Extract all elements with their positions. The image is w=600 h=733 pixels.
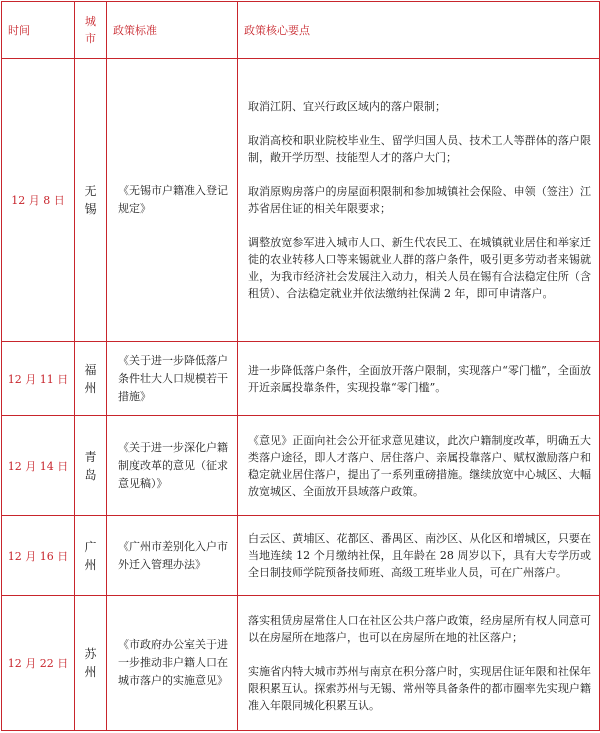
row-key-points bbox=[238, 596, 600, 731]
header-city-char: 市 bbox=[85, 32, 96, 45]
key-point-paragraph: 实施省内特大城市苏州与南京在积分落户时，实现居住证年限和社保年限积累互认。探索苏州与无锡、常州等具备条件的都市圈率先实现户籍准入年限同城化积累互认。 bbox=[248, 665, 591, 712]
row-policy-standard: 《广州市差别化入户市外迁入管理办法》 bbox=[107, 516, 238, 596]
row-key-points bbox=[238, 59, 600, 342]
row-city bbox=[75, 596, 107, 731]
table-header-row bbox=[2, 2, 600, 59]
row-date: 12 月 22 日 bbox=[2, 596, 75, 731]
header-key-points: 政策核心要点 bbox=[238, 2, 600, 59]
row-city-char: 锡 bbox=[84, 202, 97, 216]
table-row bbox=[2, 342, 600, 416]
header-standard: 政策标准 bbox=[107, 2, 238, 59]
row-date: 12 月 11 日 bbox=[2, 342, 75, 416]
key-point-paragraph: 取消原购房落户的房屋面积限制和参加城镇社会保险、申领（签注）江苏省居住证的相关年限要求； bbox=[248, 185, 591, 215]
row-city bbox=[75, 416, 107, 516]
header-city-char: 城 bbox=[85, 15, 96, 28]
key-point-paragraph: 取消江阴、宜兴行政区域内的落户限制； bbox=[248, 100, 446, 113]
row-policy-standard: 《关于进一步深化户籍制度改革的意见（征求意见稿）》 bbox=[107, 416, 238, 516]
row-city bbox=[75, 342, 107, 416]
row-city-char: 福 bbox=[84, 362, 97, 377]
row-policy-standard: 《无锡市户籍准入登记规定》 bbox=[107, 59, 238, 342]
header-time: 时间 bbox=[2, 2, 75, 59]
key-point-paragraph: 白云区、黄埔区、花都区、番禺区、南沙区、从化区和增城区，只要在当地连续 12 个月缴纳社保，且年龄在 28 周岁以下，具有大专学历或全日制技师学院预备技师班、高级工班毕业人员，可在广州落户。 bbox=[248, 532, 591, 579]
row-policy-standard: 《关于进一步降低落户条件壮大人口规模若干措施》 bbox=[107, 342, 238, 416]
row-city bbox=[75, 516, 107, 596]
table-row bbox=[2, 596, 600, 731]
table-row bbox=[2, 416, 600, 516]
key-point-paragraph: 调整放宽参军进入城市人口、新生代农民工、在城镇就业居住和举家迁徙的农业转移人口等来锡就业人群的落户条件，吸引更多劳动者来锡就业，为我市经济社会发展注入动力，相关人员在锡有合法稳定住所（含租赁）、合法稳定就业并依法缴纳社保满 2 年，即可申请落户。 bbox=[248, 236, 591, 300]
row-city-char: 州 bbox=[84, 557, 97, 572]
table-row bbox=[2, 516, 600, 596]
row-city-char: 苏 bbox=[84, 647, 97, 661]
row-key-points bbox=[238, 516, 600, 596]
row-policy-standard: 《市政府办公室关于进一步推动非户籍人口在城市落户的实施意见》 bbox=[107, 596, 238, 731]
header-city bbox=[75, 2, 107, 59]
row-city bbox=[75, 59, 107, 342]
key-point-paragraph: 落实租赁房屋常住人口在社区公共户落户政策，经房屋所有权人同意可以在房屋所在地落户，也可以在房屋所在地的社区落户； bbox=[248, 614, 591, 644]
row-date: 12 月 16 日 bbox=[2, 516, 75, 596]
row-city-char: 无 bbox=[84, 184, 97, 198]
row-key-points bbox=[238, 416, 600, 516]
row-date: 12 月 14 日 bbox=[2, 416, 75, 516]
table-row bbox=[2, 59, 600, 342]
row-key-points bbox=[238, 342, 600, 416]
key-point-paragraph: 进一步降低落户条件，全面放开落户限制，实现落户“零门槛”，全面放开近亲属投靠条件，实现投靠“零门槛”。 bbox=[248, 363, 591, 394]
row-city-char: 青 bbox=[84, 449, 97, 464]
row-city-char: 州 bbox=[84, 665, 97, 679]
row-city-char: 广 bbox=[84, 539, 97, 554]
policy-table bbox=[1, 1, 600, 731]
row-date: 12 月 8 日 bbox=[2, 59, 75, 342]
row-city-char: 岛 bbox=[84, 467, 97, 482]
key-point-paragraph: 《意见》正面向社会公开征求意见建议，此次户籍制度改革，明确五大类落户途径，即人才落户、居住落户、亲属投靠落户、赋权激励落户和稳定就业居住落户，提出了一系列重磅措施。继续放宽中心城区、大幅放宽城区、全面放开县域落户政策。 bbox=[248, 433, 591, 498]
key-point-paragraph: 取消高校和职业院校毕业生、留学归国人员、技术工人等群体的落户限制，敞开学历型、技能型人才的落户大门； bbox=[248, 134, 591, 164]
row-city-char: 州 bbox=[84, 380, 97, 395]
